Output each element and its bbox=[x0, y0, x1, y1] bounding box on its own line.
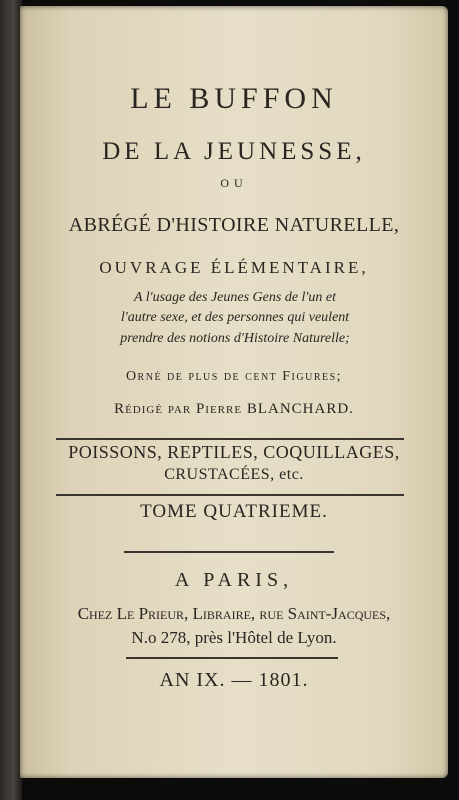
publisher-line-2: N.o 278, près l'Hôtel de Lyon. bbox=[131, 628, 337, 647]
date-line: AN IX. — 1801. bbox=[159, 669, 309, 691]
contents-line-2: CRUSTACÉES, etc. bbox=[164, 466, 304, 483]
author-line: Rédigé par Pierre BLANCHARD. bbox=[114, 401, 354, 417]
title-ou: OU bbox=[220, 176, 248, 190]
ouvrage-line: OUVRAGE ÉLÉMENTAIRE, bbox=[99, 258, 369, 277]
contents-line-1: POISSONS, REPTILES, COQUILLAGES, bbox=[68, 442, 400, 462]
divider-rule bbox=[126, 657, 338, 659]
divider-rule bbox=[56, 494, 404, 496]
publisher-line-1: Chez Le Prieur, Libraire, rue Saint-Jacques, bbox=[77, 604, 391, 623]
usage-line-3: prendre des notions d'Histoire Naturelle; bbox=[120, 331, 350, 346]
book-spine bbox=[0, 0, 22, 800]
orne-line: Orné de plus de cent Figures; bbox=[125, 369, 343, 384]
volume-line: TOME QUATRIEME. bbox=[140, 501, 328, 522]
divider-rule bbox=[124, 551, 334, 553]
title-page bbox=[20, 6, 448, 778]
usage-line-1: A l'usage des Jeunes Gens de l'un et bbox=[133, 290, 337, 305]
usage-line-2: l'autre sexe, et des personnes qui veulent bbox=[120, 310, 350, 325]
title-line-2: DE LA JEUNESSE, bbox=[102, 138, 366, 165]
title-line-1: LE BUFFON bbox=[130, 82, 338, 115]
divider-rule bbox=[56, 438, 404, 440]
subtitle: ABRÉGÉ D'HISTOIRE NATURELLE, bbox=[68, 214, 400, 236]
place-line: A PARIS, bbox=[174, 569, 294, 591]
